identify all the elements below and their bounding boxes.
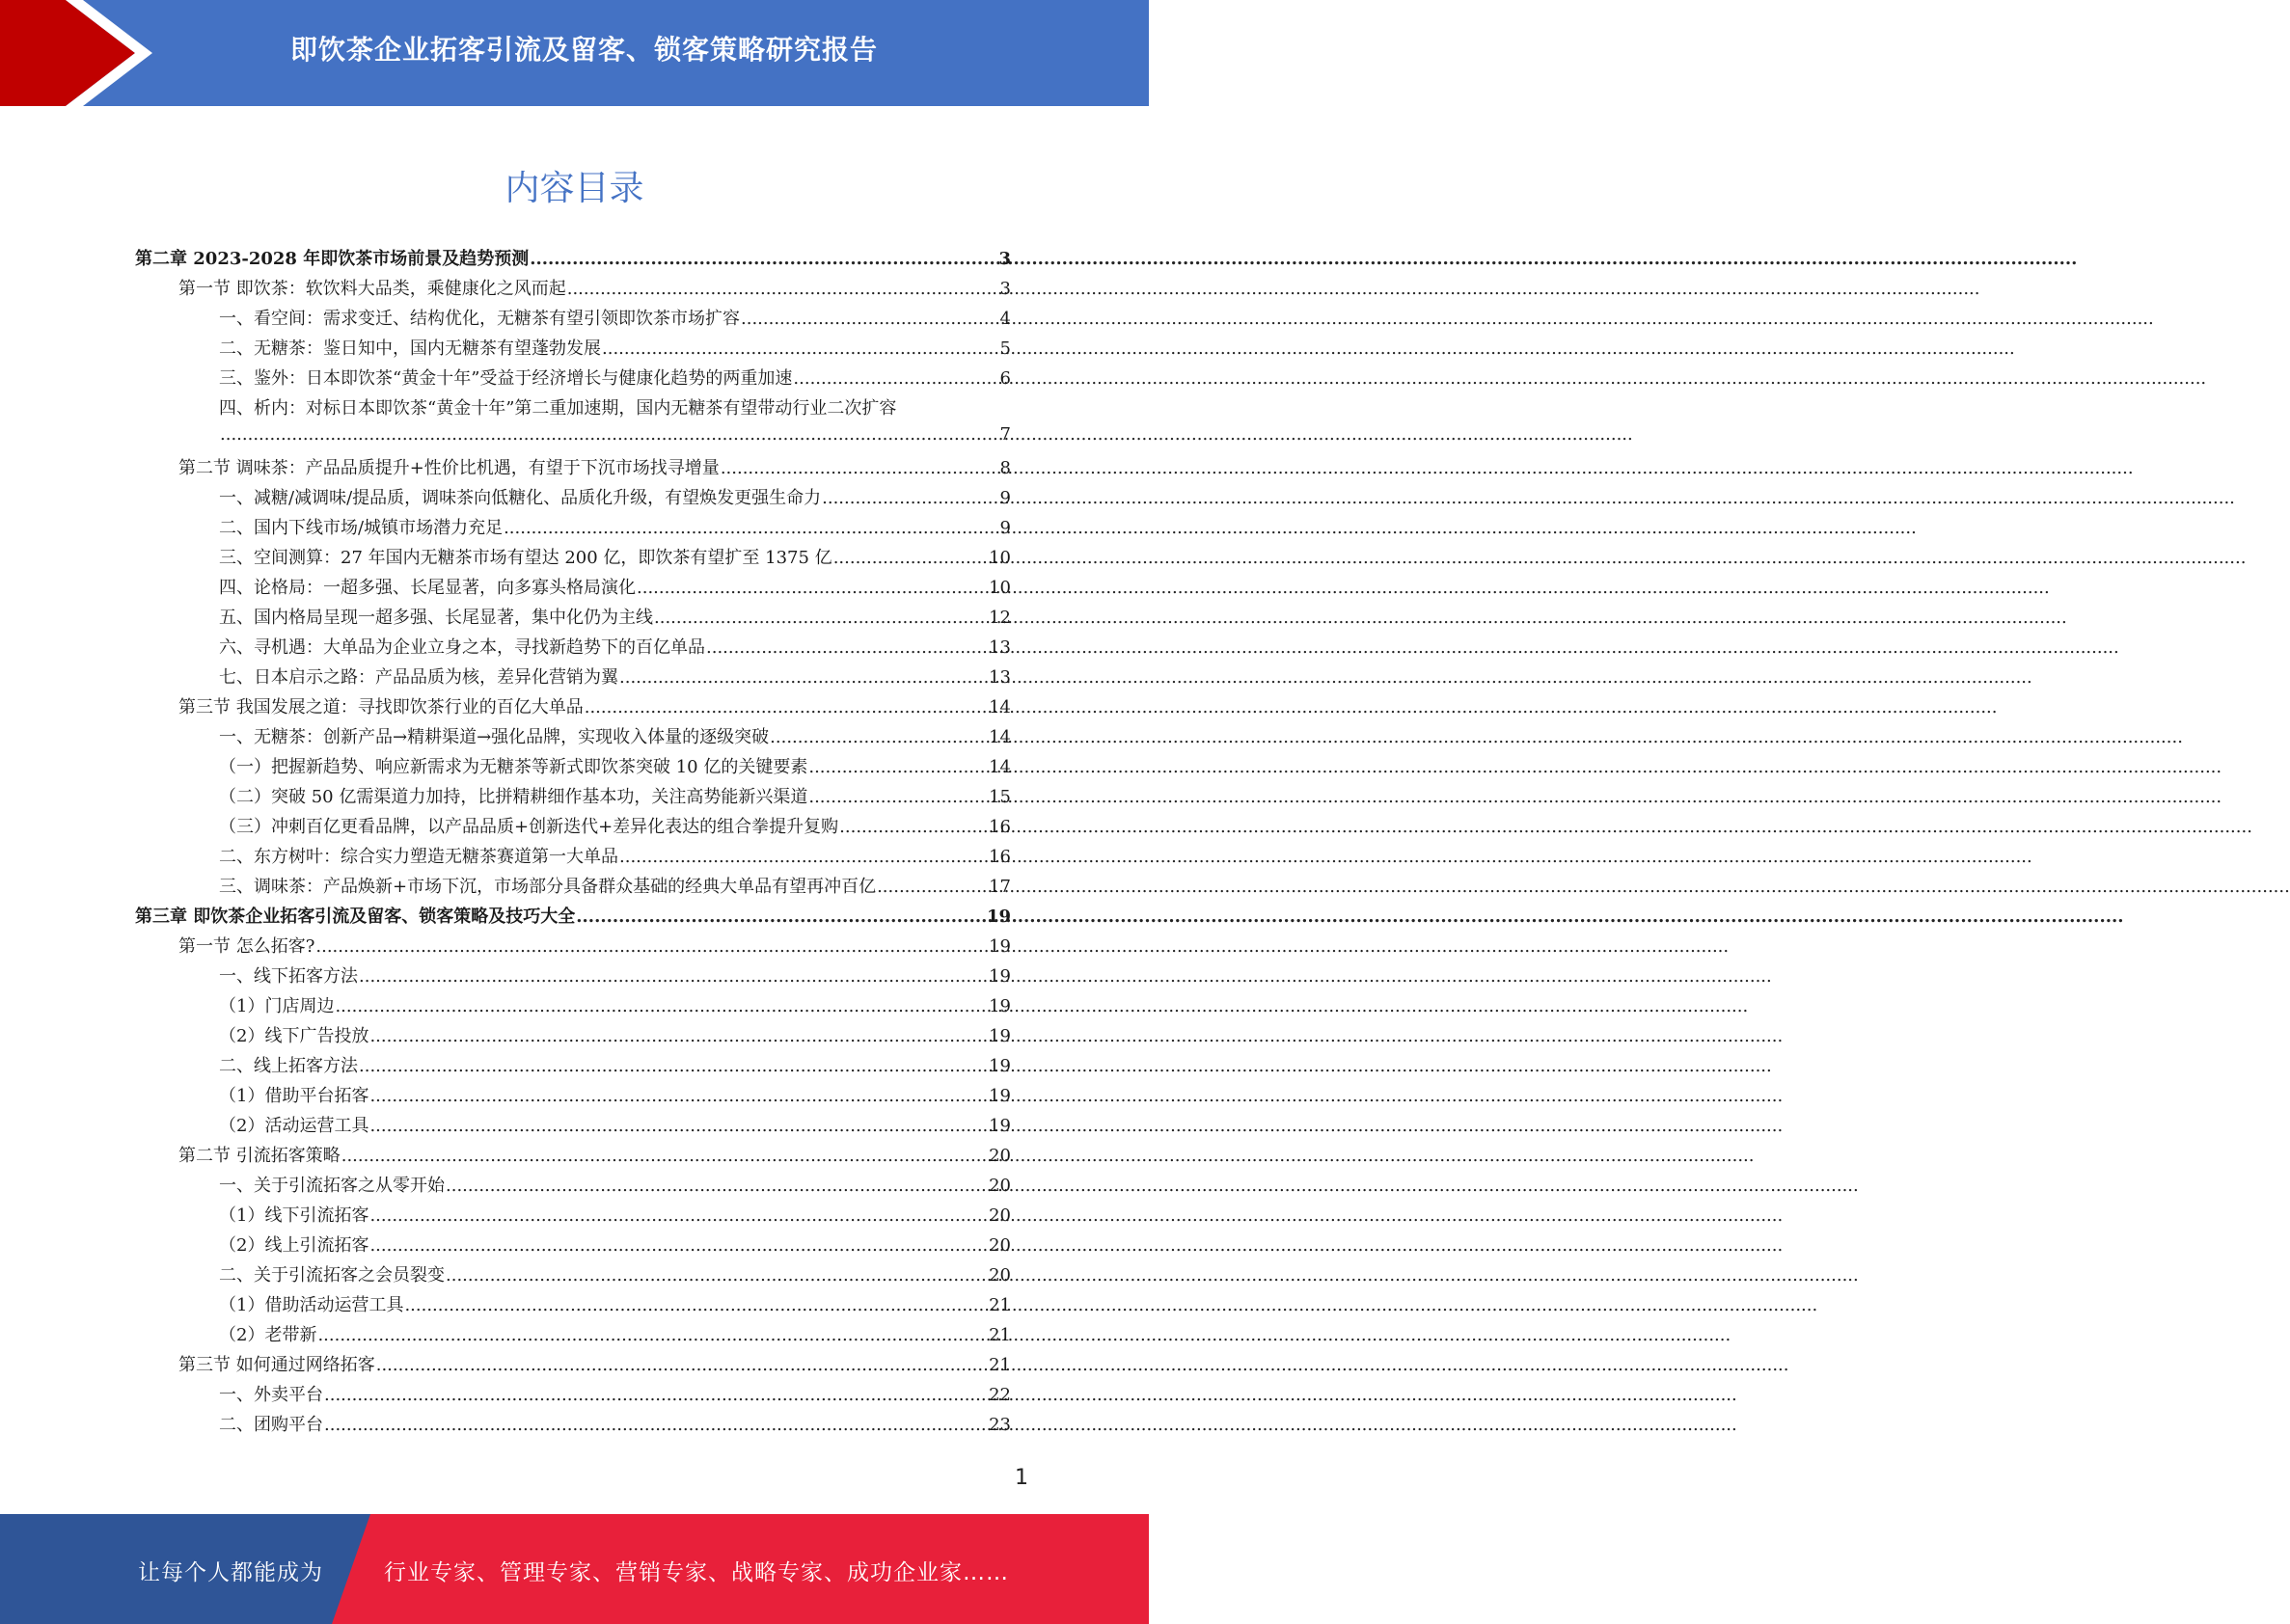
toc-dot-leader xyxy=(822,488,998,508)
toc-entry-page: 16 xyxy=(989,817,1011,837)
toc-entry-page: 20 xyxy=(989,1205,1011,1226)
toc-entry-text: 一、无糖茶：创新产品→精耕渠道→强化品牌，实现收入体量的逐级突破 xyxy=(219,727,770,747)
toc-entry[interactable] xyxy=(135,1022,1011,1052)
toc-dot-leader xyxy=(833,548,988,568)
toc-entry-text: 二、无糖茶：鉴日知中，国内无糖茶有望蓬勃发展 xyxy=(219,338,601,359)
toc-dot-leader xyxy=(369,1026,988,1046)
toc-entry-text: （1）门店周边 xyxy=(219,996,335,1016)
toc-dot-leader xyxy=(793,368,998,389)
toc-dot-leader xyxy=(808,757,988,777)
toc-dot-leader xyxy=(335,996,988,1016)
toc-entry-text: 第二节 引流拓客策略 xyxy=(178,1146,341,1166)
toc-entry[interactable] xyxy=(135,245,1011,275)
toc-entry[interactable] xyxy=(135,873,1011,903)
toc-entry-page: 14 xyxy=(989,757,1011,777)
toc-entry[interactable] xyxy=(135,1142,1011,1172)
toc-entry-page: 19 xyxy=(986,907,1011,927)
toc-entry-page: 22 xyxy=(989,1385,1011,1405)
toc-entry-text: 第二章 2023-2028 年即饮茶市场前景及趋势预测 xyxy=(135,249,530,269)
toc-dot-leader xyxy=(404,1295,988,1315)
toc-entry-text: 第一节 即饮茶：软饮料大品类，乘健康化之风而起 xyxy=(178,279,566,299)
toc-entry[interactable] xyxy=(135,335,1011,365)
toc-entry[interactable] xyxy=(135,753,1011,783)
toc-dot-leader xyxy=(504,518,998,538)
toc-entry-text: 三、调味茶：产品焕新+市场下沉，市场部分具备群众基础的经典大单品有望再冲百亿 xyxy=(219,877,877,897)
toc-entry[interactable] xyxy=(135,663,1011,693)
toc-entry-page: 9 xyxy=(999,488,1011,508)
toc-entry-page: 21 xyxy=(989,1325,1011,1345)
toc-entry[interactable] xyxy=(135,634,1011,663)
toc-entry[interactable] xyxy=(135,1202,1011,1232)
toc-dot-leader xyxy=(324,1415,988,1435)
toc-entry-page: 20 xyxy=(989,1235,1011,1256)
toc-entry[interactable] xyxy=(135,1261,1011,1291)
toc-dot-leader xyxy=(877,877,988,897)
toc-entry-text: （三）冲刺百亿更看品牌，以产品品质+创新迭代+差异化表达的组合拳提升复购 xyxy=(219,817,839,837)
toc-entry-text: （2）线下广告投放 xyxy=(219,1026,369,1046)
toc-entry[interactable] xyxy=(135,843,1011,873)
toc-entry-text: （二）突破 50 亿需渠道力加持，比拼精耕细作基本功，关注高势能新兴渠道 xyxy=(219,787,808,807)
toc-entry[interactable] xyxy=(135,1232,1011,1261)
footer-slogan-right: 行业专家、管理专家、营销专家、战略专家、成功企业家…… xyxy=(384,1560,1009,1585)
toc-dot-leader xyxy=(576,907,986,927)
toc-entry-text: （一）把握新趋势、响应新需求为无糖茶等新式即饮茶突破 10 亿的关键要素 xyxy=(219,757,808,777)
toc-entry-text: 三、鉴外：日本即饮茶“黄金十年”受益于经济增长与健康化趋势的两重加速 xyxy=(219,368,793,389)
toc-entry-text: 三、空间测算：27 年国内无糖茶市场有望达 200 亿，即饮茶有望扩至 1375 亿 xyxy=(219,548,832,568)
toc-dot-leader xyxy=(770,727,988,747)
toc-entry[interactable] xyxy=(135,693,1011,723)
report-title: 即饮茶企业拓客引流及留客、锁客策略研究报告 xyxy=(289,34,878,66)
toc-entry-text: 第一节 怎么拓客? xyxy=(178,936,315,957)
toc-entry-page: 19 xyxy=(989,936,1011,957)
toc-entry-page: 21 xyxy=(989,1355,1011,1375)
toc-dot-leader xyxy=(317,1325,988,1345)
toc-dot-leader xyxy=(446,1265,988,1286)
toc-entry-page: 6 xyxy=(999,368,1011,389)
toc-entry-text: 二、线上拓客方法 xyxy=(219,1056,358,1076)
toc-entry-page: 19 xyxy=(989,966,1011,987)
toc-entry[interactable] xyxy=(135,394,1011,454)
toc-dot-leader xyxy=(369,1116,988,1136)
toc-entry[interactable] xyxy=(135,1321,1011,1351)
toc-dot-leader xyxy=(619,667,988,688)
toc-entry-page: 7 xyxy=(999,424,1011,445)
toc-entry[interactable] xyxy=(135,305,1011,335)
toc-entry-page: 12 xyxy=(989,608,1011,628)
toc-entry-text: 四、析内：对标日本即饮茶“黄金十年”第二重加速期，国内无糖茶有望带动行业二次扩容 xyxy=(219,398,897,419)
toc-entry-text: （1）线下引流拓客 xyxy=(219,1205,369,1226)
toc-entry-page: 19 xyxy=(989,1116,1011,1136)
toc-entry-page: 20 xyxy=(989,1146,1011,1166)
toc-dot-leader xyxy=(808,787,988,807)
toc-entry[interactable] xyxy=(135,365,1011,394)
toc-entry[interactable] xyxy=(135,783,1011,813)
toc-entry-text: 第三章 即饮茶企业拓客引流及留客、锁客策略及技巧大全 xyxy=(135,907,576,927)
toc-entry[interactable] xyxy=(135,1351,1011,1381)
toc-entry-page: 19 xyxy=(989,1086,1011,1106)
toc-entry[interactable] xyxy=(135,454,1011,484)
toc-entry[interactable] xyxy=(135,484,1011,514)
toc-entry-page: 3 xyxy=(999,279,1011,299)
toc-entry-text: （2）线上引流拓客 xyxy=(219,1235,369,1256)
toc-entry-page: 3 xyxy=(998,249,1011,269)
toc-entry[interactable] xyxy=(135,962,1011,992)
toc-entry[interactable] xyxy=(135,933,1011,962)
toc-entry-page: 23 xyxy=(989,1415,1011,1435)
toc-entry[interactable] xyxy=(135,903,1011,933)
toc-entry-page: 13 xyxy=(989,637,1011,658)
toc-dot-leader xyxy=(446,1176,988,1196)
toc-entry[interactable] xyxy=(135,1291,1011,1321)
toc-entry-text: 七、日本启示之路：产品品质为核，差异化营销为翼 xyxy=(219,667,618,688)
page-number: 1 xyxy=(1015,1466,1028,1490)
toc-dot-leader xyxy=(619,847,988,867)
toc-entry-page: 15 xyxy=(989,787,1011,807)
toc-dot-leader xyxy=(220,424,999,445)
toc-entry-text: 二、东方树叶：综合实力塑造无糖茶赛道第一大单品 xyxy=(219,847,618,867)
toc-dot-leader xyxy=(530,249,997,269)
toc-entry[interactable] xyxy=(135,992,1011,1022)
toc-entry-page: 20 xyxy=(989,1265,1011,1286)
toc-entry-page: 10 xyxy=(989,548,1011,568)
toc-entry[interactable] xyxy=(135,813,1011,843)
toc-entry-text: 第三节 如何通过网络拓客 xyxy=(178,1355,375,1375)
toc-entry-text: 五、国内格局呈现一超多强、长尾显著，集中化仍为主线 xyxy=(219,608,653,628)
toc-dot-leader xyxy=(369,1235,988,1256)
toc-entry[interactable] xyxy=(135,1052,1011,1082)
toc-entry-text: 四、论格局：一超多强、长尾显著，向多寡头格局演化 xyxy=(219,578,636,598)
toc-entry-page: 5 xyxy=(999,338,1011,359)
toc-entry-text: 二、团购平台 xyxy=(219,1415,323,1435)
toc-entry[interactable] xyxy=(135,604,1011,634)
toc-dot-leader xyxy=(567,279,999,299)
toc-entry-text: 二、国内下线市场/城镇市场潜力充足 xyxy=(219,518,504,538)
toc-dot-leader xyxy=(602,338,999,359)
toc-entry-text: （2）老带新 xyxy=(219,1325,317,1345)
report-header xyxy=(0,0,1149,106)
toc-entry-page: 16 xyxy=(989,847,1011,867)
toc-entry-page: 19 xyxy=(989,1026,1011,1046)
toc-entry-text: 第二节 调味茶：产品品质提升+性价比机遇，有望于下沉市场找寻增量 xyxy=(178,458,720,478)
toc-dot-leader xyxy=(741,309,999,329)
toc-entry-page: 20 xyxy=(989,1176,1011,1196)
toc-entry-page: 10 xyxy=(989,578,1011,598)
toc-dot-leader xyxy=(637,578,988,598)
toc-entry-page: 13 xyxy=(989,667,1011,688)
toc-entry[interactable] xyxy=(135,275,1011,305)
toc-dot-leader xyxy=(585,697,988,717)
toc-entry-page: 14 xyxy=(989,727,1011,747)
toc-entry-text: 一、线下拓客方法 xyxy=(219,966,358,987)
toc-dot-leader xyxy=(315,936,988,957)
toc-entry-text: （1）借助平台拓客 xyxy=(219,1086,369,1106)
toc-dot-leader xyxy=(324,1385,988,1405)
toc-entry-page: 17 xyxy=(989,877,1011,897)
toc-dot-leader xyxy=(369,1086,988,1106)
toc-entry-text: 一、减糖/减调味/提品质，调味茶向低糖化、品质化升级，有望焕发更强生命力 xyxy=(219,488,822,508)
toc-entry-page: 9 xyxy=(999,518,1011,538)
toc-entry-text: 六、寻机遇：大单品为企业立身之本，寻找新趋势下的百亿单品 xyxy=(219,637,705,658)
toc-entry-page: 21 xyxy=(989,1295,1011,1315)
toc-entry-text: 一、关于引流拓客之从零开始 xyxy=(219,1176,445,1196)
toc-dot-leader xyxy=(376,1355,988,1375)
toc-entry-text: 一、看空间：需求变迁、结构优化，无糖茶有望引领即饮茶市场扩容 xyxy=(219,309,740,329)
toc-entry[interactable] xyxy=(135,544,1011,574)
toc-entry[interactable] xyxy=(135,514,1011,544)
toc-entry[interactable] xyxy=(135,1112,1011,1142)
report-footer xyxy=(0,1514,1149,1624)
toc-dot-leader xyxy=(839,817,988,837)
toc-entry-text: 一、外卖平台 xyxy=(219,1385,323,1405)
toc-dot-leader xyxy=(341,1146,988,1166)
toc-dot-leader xyxy=(359,966,988,987)
toc-entry[interactable] xyxy=(135,574,1011,604)
toc-entry[interactable] xyxy=(135,1381,1011,1411)
toc-entry-page: 4 xyxy=(999,309,1011,329)
table-of-contents xyxy=(135,245,1011,1441)
toc-entry-page: 8 xyxy=(999,458,1011,478)
footer-slogan-left: 让每个人都能成为 xyxy=(138,1560,323,1585)
toc-entry[interactable] xyxy=(135,1411,1011,1441)
toc-entry[interactable] xyxy=(135,723,1011,753)
toc-dot-leader xyxy=(706,637,988,658)
toc-entry-text: （1）借助活动运营工具 xyxy=(219,1295,404,1315)
toc-entry[interactable] xyxy=(135,1082,1011,1112)
toc-dot-leader xyxy=(721,458,999,478)
toc-dot-leader xyxy=(359,1056,988,1076)
toc-entry-page: 14 xyxy=(989,697,1011,717)
toc-entry-page: 19 xyxy=(989,996,1011,1016)
toc-entry-text: 二、关于引流拓客之会员裂变 xyxy=(219,1265,445,1286)
toc-entry-page: 19 xyxy=(989,1056,1011,1076)
toc-entry[interactable] xyxy=(135,1172,1011,1202)
toc-entry-text: （2）活动运营工具 xyxy=(219,1116,369,1136)
toc-heading: 内容目录 xyxy=(504,169,644,208)
toc-entry-text: 第三节 我国发展之道：寻找即饮茶行业的百亿大单品 xyxy=(178,697,584,717)
toc-dot-leader xyxy=(369,1205,988,1226)
toc-dot-leader xyxy=(654,608,988,628)
